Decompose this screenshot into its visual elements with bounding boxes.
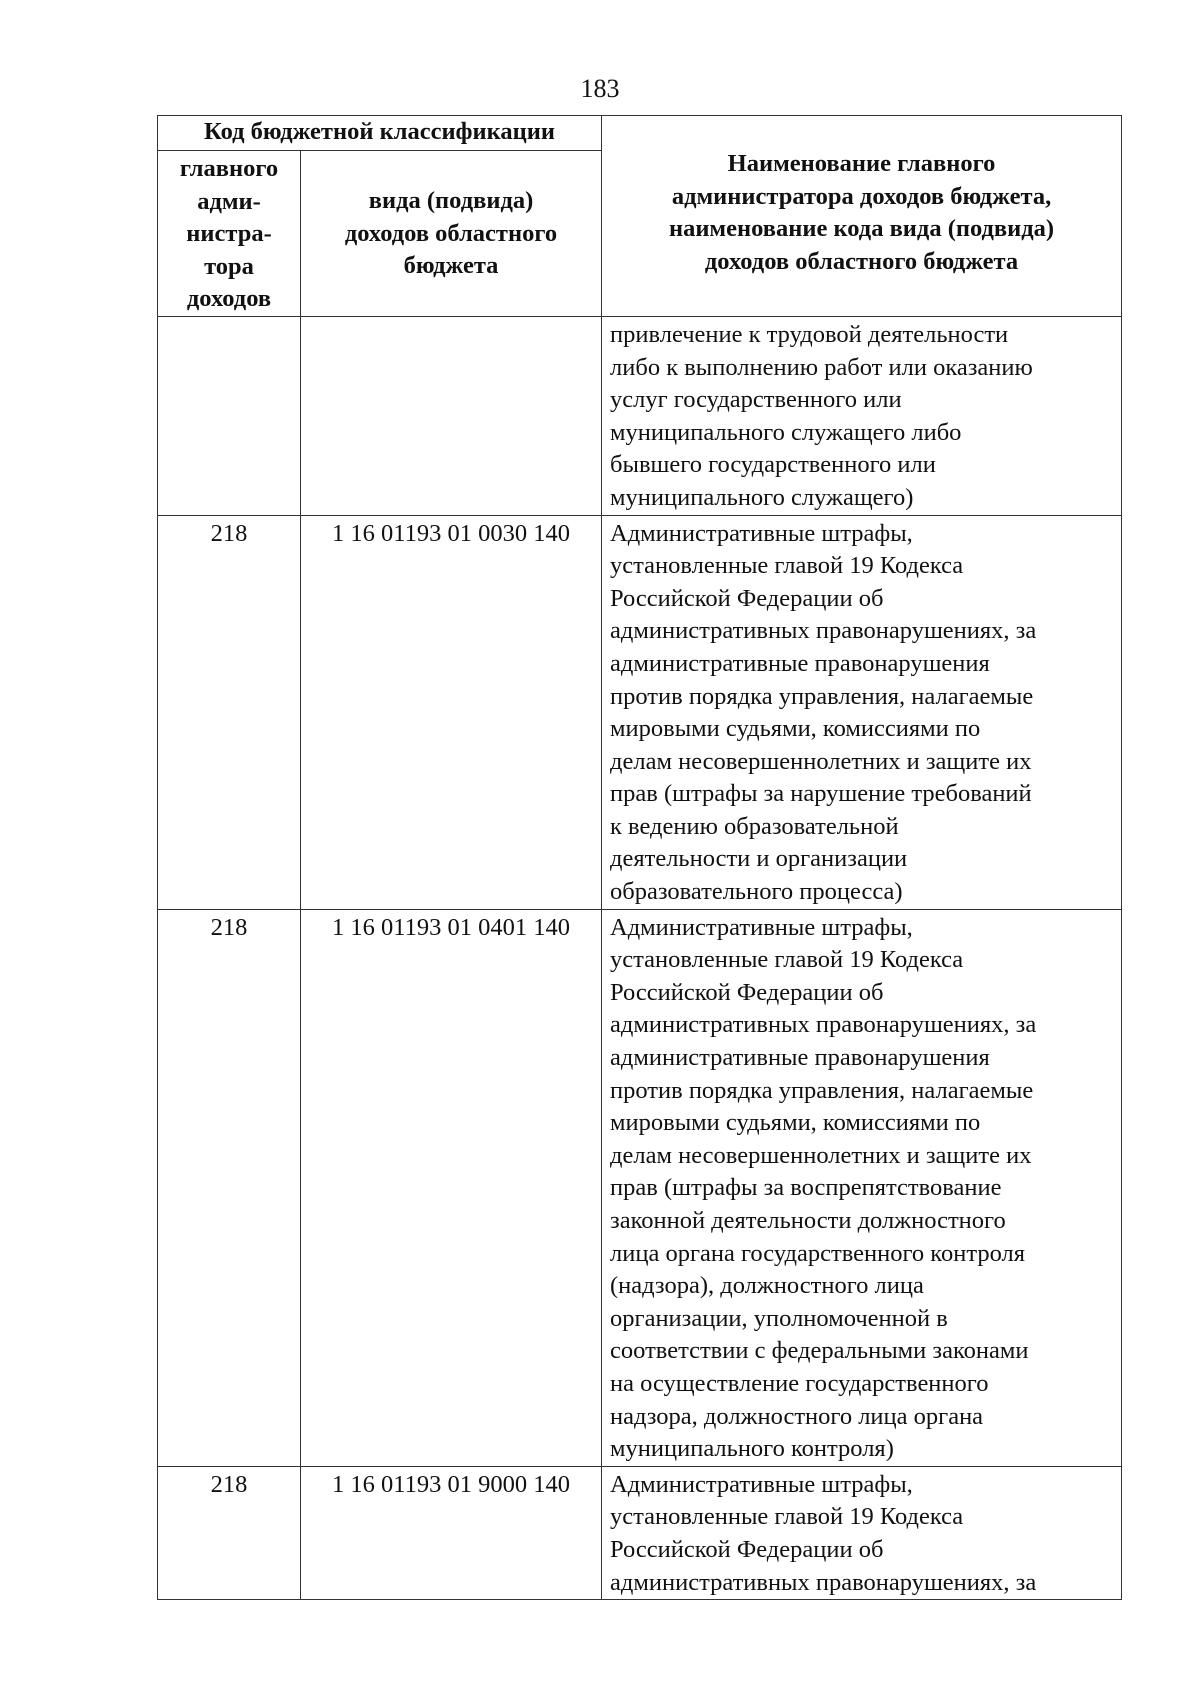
header-admin-line: нистра-	[186, 220, 272, 248]
header-row-group	[158, 116, 1122, 151]
income-name-line: бывшего государственного или	[610, 451, 936, 479]
income-name-line: административные правонарушения	[610, 1044, 990, 1072]
admin-code-cell	[158, 316, 301, 515]
table-row	[158, 909, 1122, 1466]
page-number: 183	[580, 74, 620, 103]
table-body	[158, 316, 1122, 1599]
header-type-line: вида (подвида)	[368, 187, 534, 214]
table-row	[158, 515, 1122, 909]
admin-code-cell: 218	[158, 515, 301, 909]
header-admin-line: главного	[179, 155, 279, 182]
income-name-line: установленные главой 19 Кодекса	[610, 946, 964, 974]
income-name-line: Российской Федерации об	[610, 1535, 884, 1563]
income-name-line: лица органа государственного контроля	[610, 1239, 1026, 1267]
income-name-line: либо к выполнению работ или оказанию	[610, 353, 1033, 381]
income-name-line: Российской Федерации об	[610, 584, 884, 612]
header-admin-column	[158, 151, 301, 317]
income-name-line: к ведению образовательной	[610, 812, 899, 840]
header-type-line: доходов областного	[344, 219, 558, 247]
income-name-line: Административные штрафы,	[610, 1470, 913, 1498]
income-name-cell	[602, 316, 1122, 515]
income-type-code-cell: 1 16 01193 01 0030 140	[301, 515, 602, 909]
income-name-line: административные правонарушения	[610, 649, 990, 677]
income-name-line: делам несовершеннолетних и защите их	[610, 1141, 1032, 1169]
header-admin-line: адми-	[197, 187, 261, 215]
income-name-line: надзора, должностного лица органа	[610, 1402, 984, 1430]
income-name-cell	[602, 909, 1122, 1466]
income-name-line: против порядка управления, налагаемые	[610, 682, 1034, 710]
header-admin-line: доходов	[186, 285, 272, 313]
income-name-line: административных правонарушениях, за	[610, 1011, 1037, 1039]
income-name-line: образовательного процесса)	[610, 878, 903, 906]
income-name-line: административных правонарушениях, за	[610, 617, 1037, 645]
income-name-cell	[602, 1466, 1122, 1599]
income-name-line: прав (штрафы за воспрепятствование	[610, 1174, 1002, 1202]
income-name-line: установленные главой 19 Кодекса	[610, 552, 964, 580]
header-type-column	[301, 151, 602, 317]
income-name-line: мировыми судьями, комиссиями по	[610, 1109, 981, 1137]
income-name-line: муниципального служащего)	[610, 483, 914, 511]
header-name-column	[602, 116, 1122, 317]
income-name-line: мировыми судьями, комиссиями по	[610, 715, 981, 743]
income-name-line: соответствии с федеральными законами	[610, 1337, 1029, 1365]
income-name-line: установленные главой 19 Кодекса	[610, 1503, 964, 1531]
budget-classification-table	[157, 115, 1122, 1600]
header-name-line: доходов областного бюджета	[704, 247, 1019, 275]
table-row	[158, 1466, 1122, 1599]
income-name-line: Административные штрафы,	[610, 913, 913, 941]
header-type-line: бюджета	[403, 252, 499, 280]
income-name-line: деятельности и организации	[610, 845, 908, 873]
header-name-line: Наименование главного	[727, 150, 996, 177]
header-name-line: администратора доходов бюджета,	[671, 182, 1052, 210]
income-name-line: услуг государственного или	[610, 386, 902, 414]
income-name-line: законной деятельности должностного	[610, 1207, 1006, 1234]
income-name-line: привлечение к трудовой деятельности	[610, 320, 1009, 348]
income-name-line: муниципального служащего либо	[610, 418, 962, 446]
income-name-line: Российской Федерации об	[610, 978, 884, 1006]
income-name-line: Административные штрафы,	[610, 519, 913, 547]
income-type-code-cell: 1 16 01193 01 9000 140	[301, 1466, 602, 1599]
income-name-line: против порядка управления, налагаемые	[610, 1076, 1034, 1104]
income-type-code-cell	[301, 316, 602, 515]
income-name-line: муниципального контроля)	[610, 1435, 894, 1463]
header-name-line: наименование кода вида (подвида)	[668, 215, 1055, 243]
header-admin-line: тора	[204, 252, 254, 280]
income-type-code-cell: 1 16 01193 01 0401 140	[301, 909, 602, 1466]
table-row	[158, 316, 1122, 515]
income-name-line: (надзора), должностного лица	[610, 1272, 924, 1300]
income-name-line: организации, уполномоченной в	[610, 1304, 948, 1332]
income-name-line: на осуществление государственного	[610, 1369, 989, 1397]
admin-code-cell: 218	[158, 909, 301, 1466]
income-name-line: административных правонарушениях, за	[610, 1568, 1037, 1596]
admin-code-cell: 218	[158, 1466, 301, 1599]
income-name-line: прав (штрафы за нарушение требований	[610, 780, 1032, 808]
header-budget-code-group: Код бюджетной классификации	[158, 116, 602, 151]
income-name-cell	[602, 515, 1122, 909]
income-name-line: делам несовершеннолетних и защите их	[610, 747, 1032, 775]
